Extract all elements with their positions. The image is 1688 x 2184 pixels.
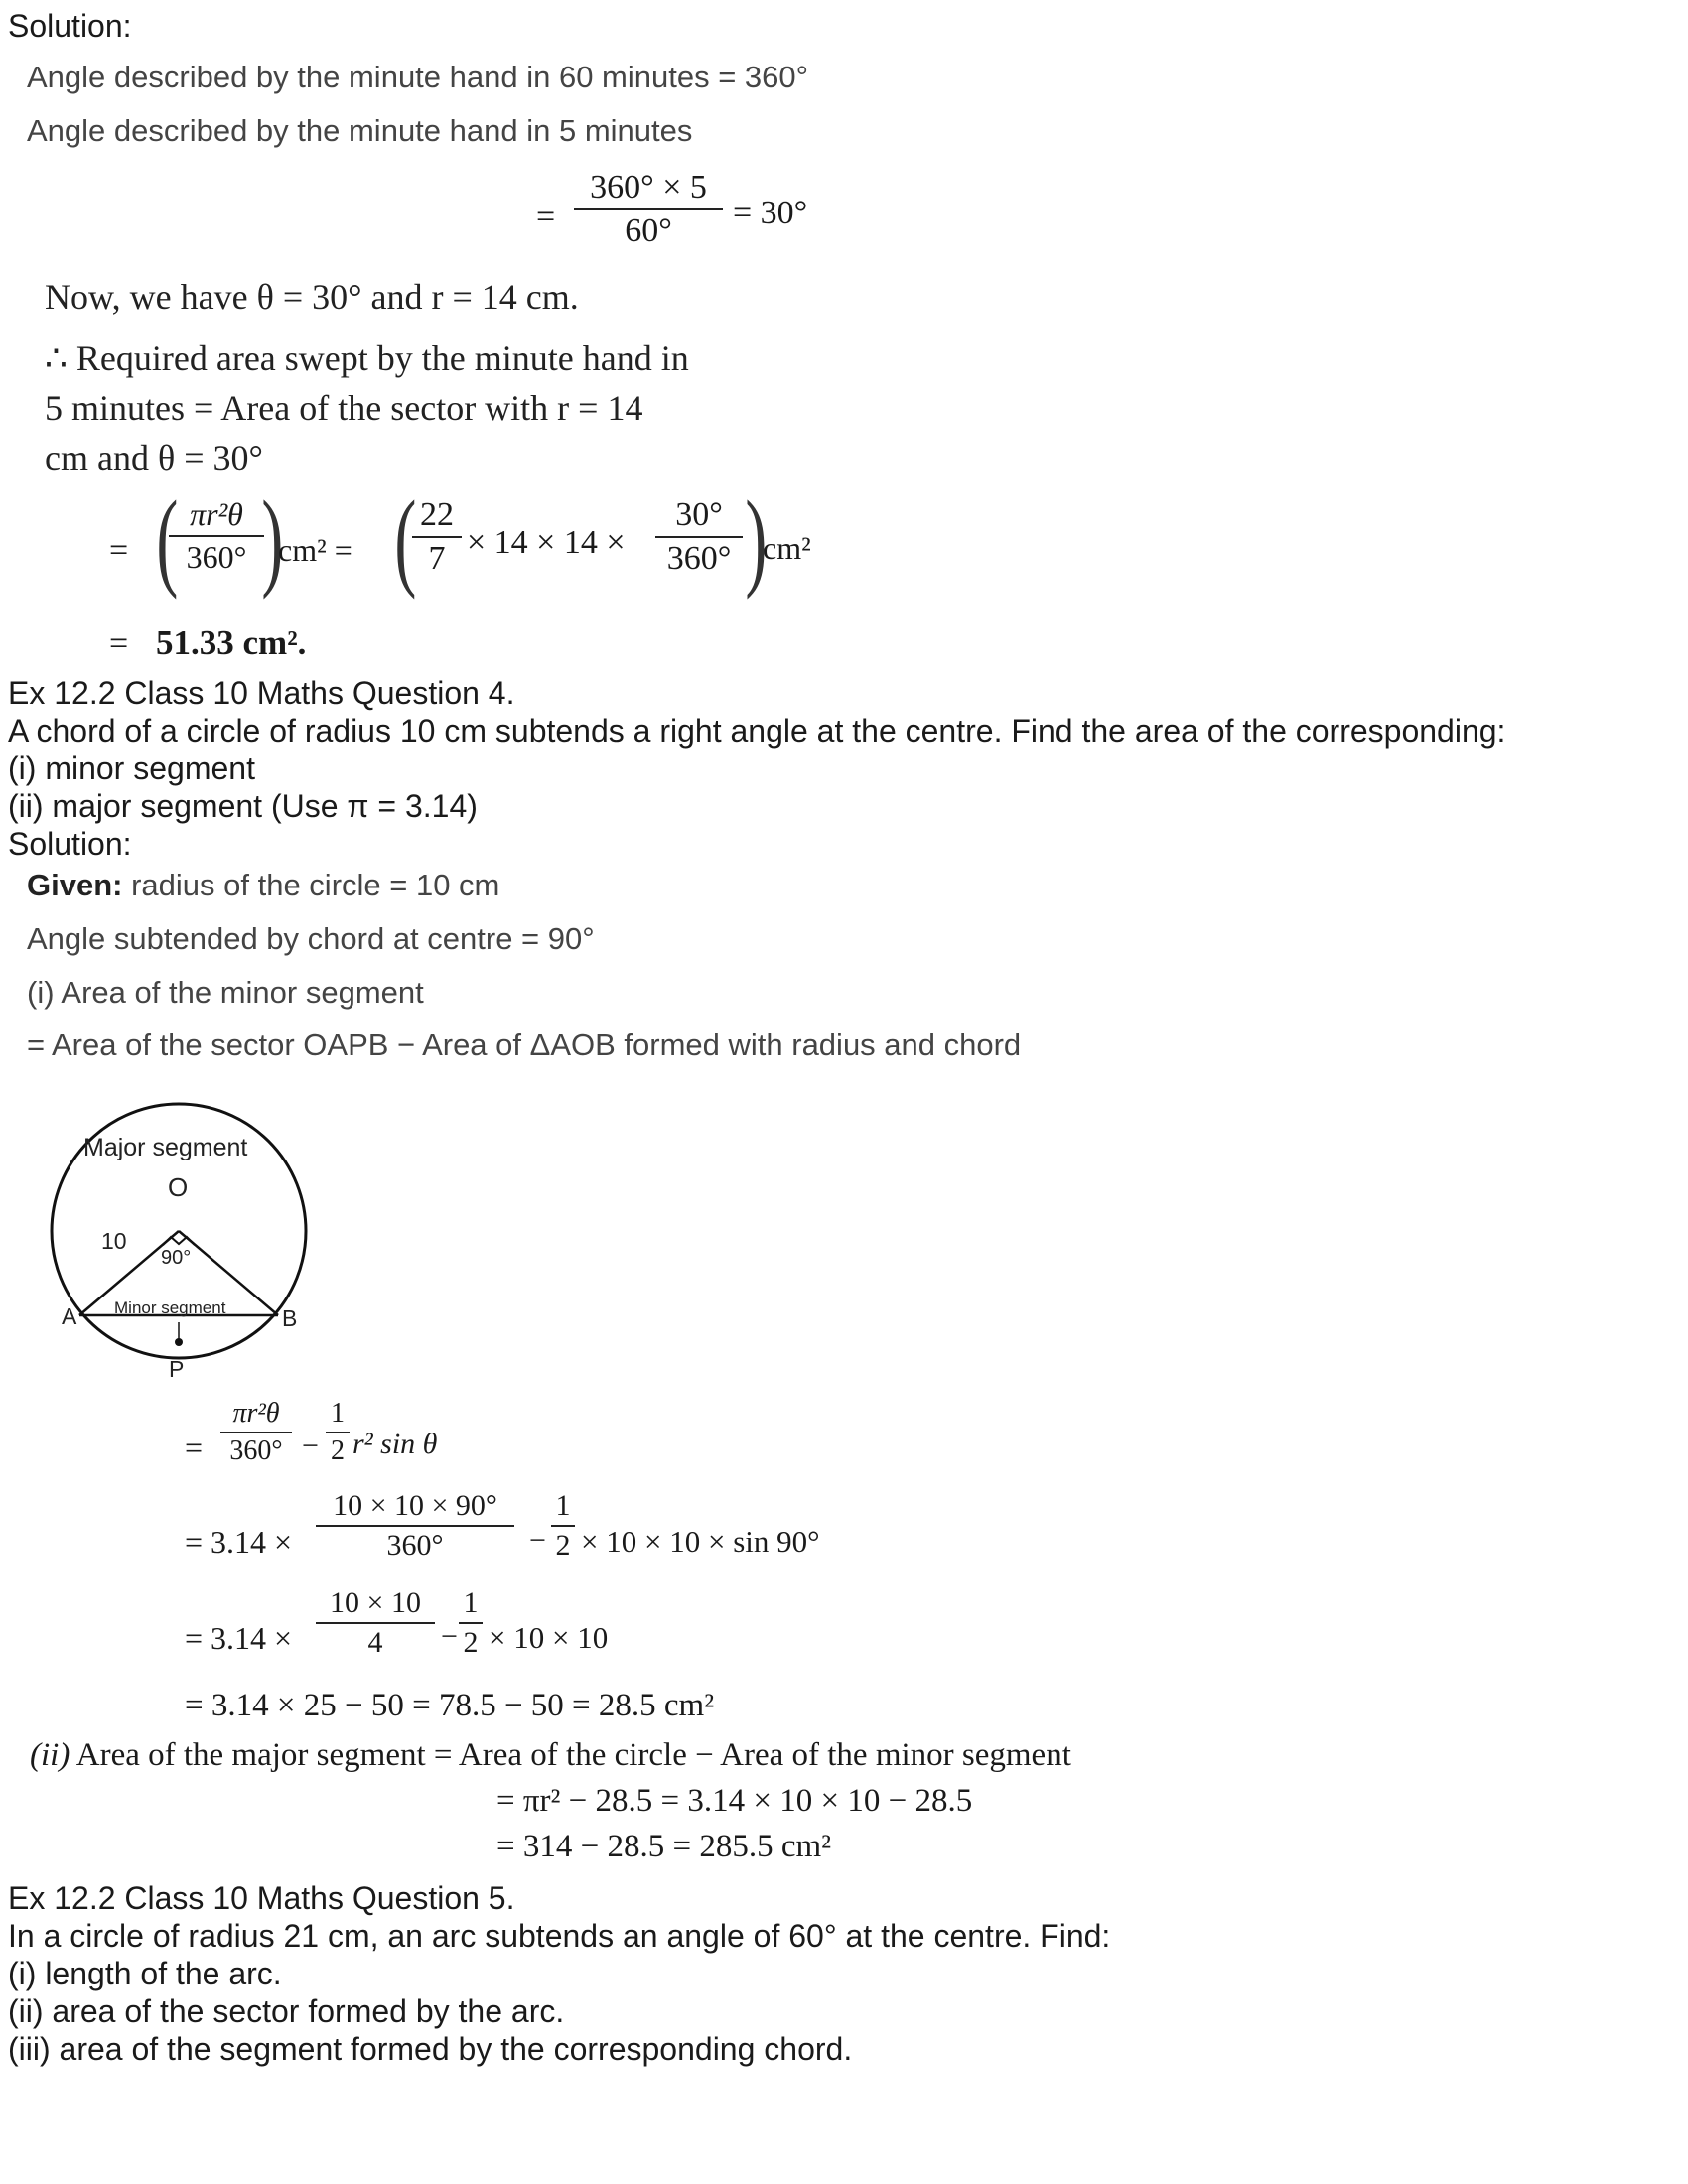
text-line: Now, we have θ = 30° and r = 14 cm.: [45, 277, 579, 317]
multiplication-text: × 14 × 14 ×: [467, 524, 626, 561]
unit-text: cm² =: [278, 532, 352, 568]
point-a-label: A: [62, 1303, 77, 1329]
denominator: 60°: [625, 212, 672, 249]
minor-segment-label: Minor segment: [114, 1298, 226, 1317]
numerator: 30°: [675, 496, 723, 533]
final-answer: 51.33 cm².: [156, 623, 307, 662]
center-o-label: O: [168, 1172, 189, 1202]
formula-line: = πr² − 28.5 = 3.14 × 10 × 10 − 28.5: [496, 1783, 973, 1819]
denominator: 360°: [386, 1529, 444, 1562]
denominator: 360°: [666, 540, 732, 577]
question-part: (ii) area of the sector formed by the arc.: [8, 1993, 565, 2029]
question-part: (ii) major segment (Use π = 3.14): [8, 788, 478, 824]
unit-text: cm²: [763, 530, 811, 566]
fraction: [316, 1489, 514, 1563]
denominator: 2: [463, 1626, 479, 1659]
fraction: [316, 1586, 435, 1660]
given-line: [27, 868, 499, 903]
point-b-label: B: [282, 1305, 298, 1331]
text-line: Angle subtended by chord at centre = 90°: [27, 921, 595, 956]
equals-sign: =: [185, 1430, 204, 1465]
text-line: (i) Area of the minor segment: [27, 975, 424, 1010]
given-text: radius of the circle = 10 cm: [122, 868, 500, 902]
question-part: (iii) area of the segment formed by the corresponding chord.: [8, 2031, 853, 2067]
major-segment-text: Area of the major segment = Area of the circle − Area of the minor segment: [75, 1737, 1071, 1773]
angle-arc: [163, 1237, 195, 1245]
formula-line: = 3.14 × 25 − 50 = 78.5 − 50 = 28.5 cm²: [185, 1688, 715, 1723]
part-label: (ii): [30, 1737, 70, 1773]
question-title: Ex 12.2 Class 10 Maths Question 4.: [8, 675, 515, 711]
solution-label: Solution:: [8, 8, 132, 44]
angle-label: 90°: [161, 1247, 192, 1269]
fraction: [551, 1489, 575, 1563]
formula-tail: × 10 × 10: [489, 1620, 609, 1655]
right-paren: ): [261, 478, 284, 600]
solution-label: Solution:: [8, 826, 132, 862]
denominator: 360°: [186, 539, 247, 575]
numerator: 1: [555, 1489, 571, 1522]
text-line: Angle described by the minute hand in 60 minutes = 360°: [27, 60, 809, 94]
formula-lead: = 3.14 ×: [185, 1524, 293, 1560]
numerator: πr²θ: [232, 1398, 280, 1429]
numerator: 1: [331, 1398, 345, 1429]
minus-sign: −: [529, 1524, 546, 1557]
left-paren: (: [156, 478, 179, 600]
denominator: 7: [428, 540, 446, 577]
equation-result: = 30°: [733, 195, 808, 231]
numerator: πr²θ: [190, 496, 243, 532]
fraction: [220, 1398, 292, 1467]
text-line: ∴ Required area swept by the minute hand in: [45, 339, 689, 378]
major-segment-label: Major segment: [83, 1134, 248, 1161]
equals-sign: =: [109, 625, 129, 662]
right-paren: ): [745, 478, 768, 600]
point-p-label: P: [169, 1356, 185, 1382]
denominator: 2: [555, 1529, 571, 1562]
fraction: [655, 496, 743, 578]
denominator: 2: [331, 1435, 345, 1466]
question-text: A chord of a circle of radius 10 cm subtends a right angle at the centre. Find the area of the corresponding:: [8, 713, 1506, 749]
equals-sign: =: [109, 532, 129, 569]
formula-line: = 314 − 28.5 = 285.5 cm²: [496, 1829, 832, 1864]
question-part: (i) length of the arc.: [8, 1956, 282, 1991]
denominator: 4: [367, 1626, 383, 1659]
question-title: Ex 12.2 Class 10 Maths Question 5.: [8, 1880, 515, 1916]
equals-sign: =: [536, 199, 556, 235]
formula-tail: r² sin θ: [352, 1428, 438, 1460]
text-line: = Area of the sector OAPB − Area of ΔAOB formed with radius and chord: [27, 1027, 1022, 1062]
numerator: 360° × 5: [590, 169, 707, 205]
text-line: 5 minutes = Area of the sector with r = 14: [45, 388, 643, 428]
minus-sign: −: [302, 1430, 319, 1462]
numerator: 10 × 10 × 90°: [333, 1489, 497, 1522]
numerator: 1: [463, 1586, 479, 1619]
formula-tail: × 10 × 10 × sin 90°: [581, 1524, 820, 1559]
formula-lead: = 3.14 ×: [185, 1620, 293, 1656]
numerator: 22: [420, 496, 454, 533]
radius-label: 10: [101, 1228, 127, 1254]
question-part: (i) minor segment: [8, 751, 255, 786]
numerator: 10 × 10: [330, 1586, 421, 1619]
text-line: Angle described by the minute hand in 5 minutes: [27, 113, 693, 148]
minus-sign: −: [441, 1620, 458, 1653]
question-text: In a circle of radius 21 cm, an arc subtends an angle of 60° at the centre. Find:: [8, 1918, 1111, 1954]
left-paren: (: [394, 478, 417, 600]
text-line: cm and θ = 30°: [45, 438, 263, 478]
fraction: [412, 496, 462, 578]
fraction: [326, 1398, 350, 1467]
denominator: 360°: [229, 1435, 283, 1466]
fraction: [169, 496, 264, 576]
given-label: Given:: [27, 868, 123, 902]
circle-diagram: [40, 1102, 338, 1390]
fraction: [574, 169, 723, 250]
fraction: [459, 1586, 483, 1660]
major-segment-line: [30, 1737, 1071, 1774]
